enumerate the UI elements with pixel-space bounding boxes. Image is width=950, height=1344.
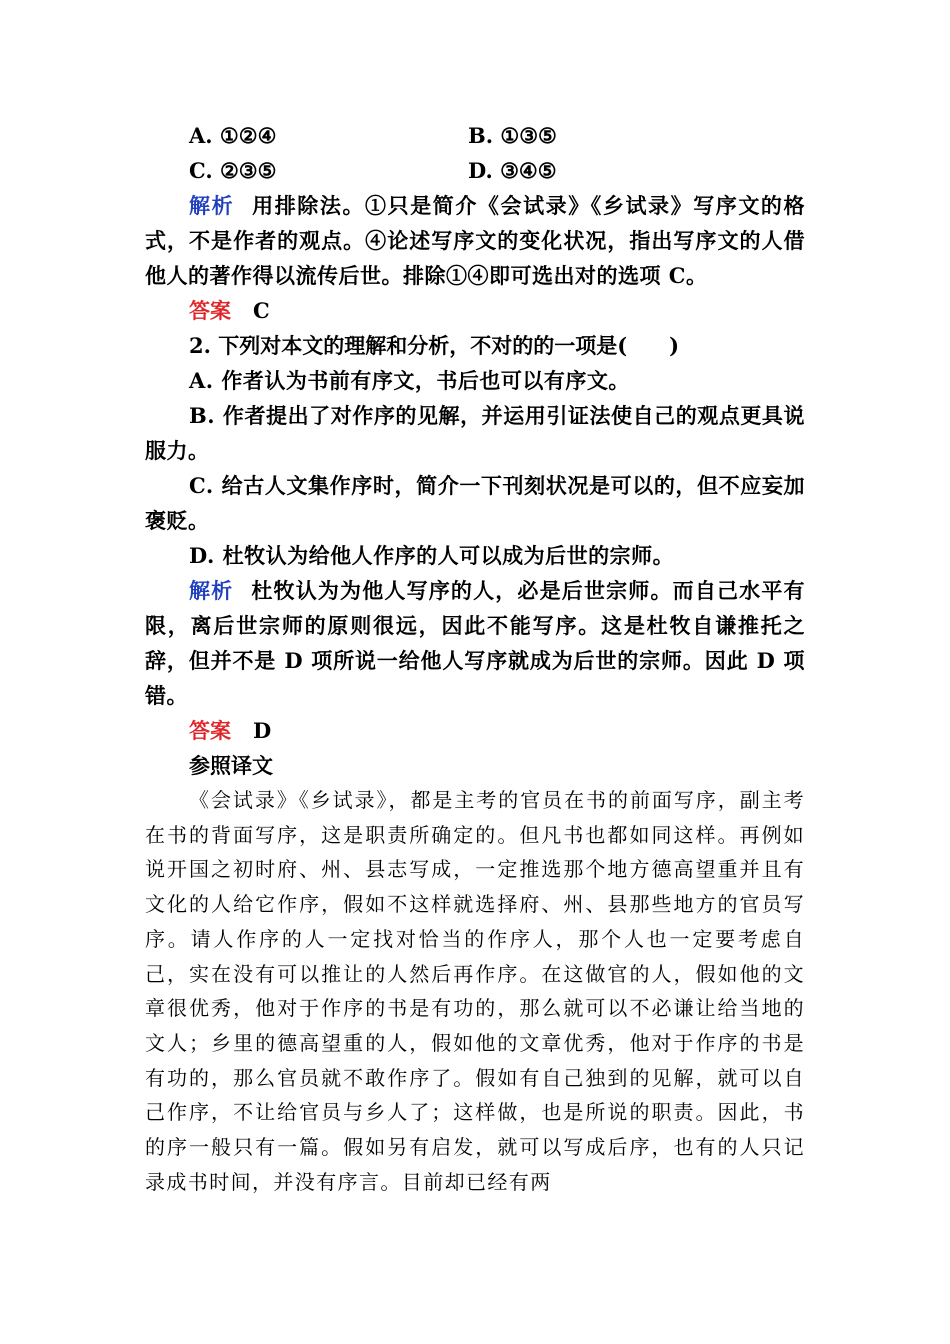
q2-option-c: C. 给古人文集作序时，简介一下刊刻状况是可以的，但不应妄加褒贬。	[145, 473, 805, 533]
q1-analysis-label: 解析	[189, 193, 235, 218]
q1-answer-label: 答案	[189, 298, 231, 323]
q2-analysis-text: 杜牧认为为他人写序的人，必是后世宗师。而自己水平有限，离后世宗师的原则很远，因此不能写序。这是杜牧自谦推托之辞，但并不是 D 项所说一给他人写序就成为后世的宗师。因此 D 项错。	[145, 578, 806, 708]
q2-analysis	[145, 573, 805, 713]
q2-option-a: A. 作者认为书前有序文，书后也可以有序文。	[189, 368, 630, 393]
q1-option-b: B. ①③⑤	[468, 123, 557, 148]
translation-heading: 参照译文	[189, 753, 273, 778]
q2-answer	[145, 713, 805, 748]
q2-option-d: D. 杜牧认为给他人作序的人可以成为后世的宗师。	[189, 543, 675, 568]
q2-stem: 2. 下列对本文的理解和分析，不对的的一项是( )	[189, 333, 680, 358]
q1-option-c: C. ②③⑤	[189, 158, 277, 183]
q1-options-row-1	[145, 118, 805, 153]
q1-option-a: A. ①②④	[189, 123, 277, 148]
q1-analysis	[145, 188, 805, 293]
q1-options-row-2	[145, 153, 805, 188]
q1-option-d: D. ③④⑤	[468, 158, 557, 183]
q2-analysis-label: 解析	[189, 578, 234, 603]
q2-answer-value: D	[253, 718, 272, 743]
q1-answer	[145, 293, 805, 328]
q1-answer-value: C	[253, 298, 270, 323]
q1-analysis-text: 用排除法。①只是简介《会试录》《乡试录》写序文的格式，不是作者的观点。④论述写序文的变化状况，指出写序文的人借他人的著作得以流传后世。排除①④即可选出对的选项 C。	[145, 193, 806, 288]
document-page	[145, 118, 805, 1199]
q2-option-b: B. 作者提出了对作序的见解，并运用引证法使自己的观点更具说服力。	[145, 403, 805, 463]
translation-text: 《会试录》《乡试录》，都是主考的官员在书的前面写序，副主考在书的背面写序，这是职责所确定的。但凡书也都如同这样。再例如说开国之初时府、州、县志写成，一定推选那个地方德高望重并且有文化的人给它作序，假如不这样就选择府、州、县那些地方的官员写序。请人作序的人一定找对恰当的作序人，那个人也一定要考虑自己，实在没有可以推让的人然后再作序。在这做官的人，假如他的文章很优秀，他对于作序的书是有功的，那么就可以不必谦让给当地的文人；乡里的德高望重的人，假如他的文章优秀，他对于作序的书是有功的，那么官员就不敢作序了。假如有自己独到的见解，就可以自己作序，不让给官员与乡人了；这样做，也是所说的职责。因此，书的序一般只有一篇。假如另有启发，就可以写成后序，也有的人只记录成书时间，并没有序言。目前却已经有两	[145, 788, 805, 1194]
q2-answer-label: 答案	[189, 718, 231, 743]
